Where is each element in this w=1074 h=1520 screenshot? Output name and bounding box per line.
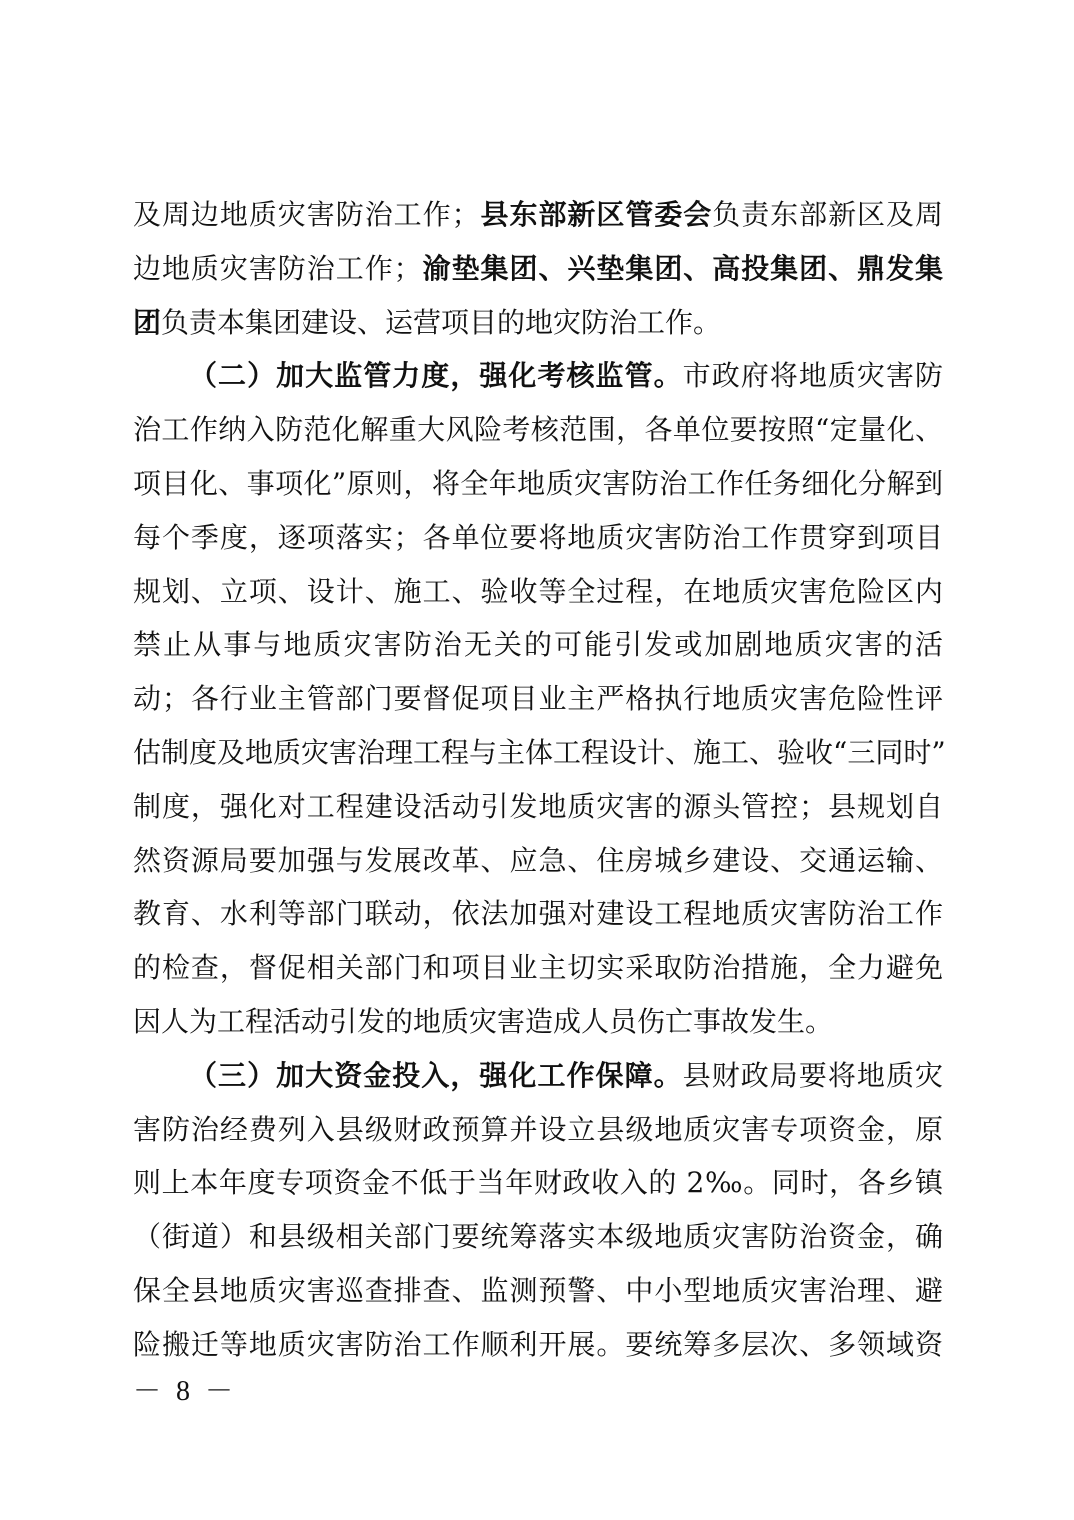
text-line	[133, 780, 943, 834]
text-segment: 边地质灾害防治工作；	[133, 251, 422, 285]
text-segment: 然资源局要加强与发展改革、应急、住房城乡建设、交通运输、	[133, 843, 943, 877]
text-segment: 及周边地质灾害防治工作；	[133, 198, 480, 231]
text-segment: 制度，强化对工程建设活动引发地质灾害的源头管控；县规划自	[133, 789, 943, 823]
text-line	[133, 1318, 943, 1372]
text-line	[133, 887, 943, 941]
text-line	[133, 834, 943, 888]
text-segment: 市政府将地质灾害防	[682, 359, 943, 393]
text-segment: （街道）和县级相关部门要统筹落实本级地质灾害防治资金，确	[133, 1220, 943, 1254]
text-segment: 因人为工程活动引发的地质灾害造成人员伤亡事故发生。	[133, 1004, 834, 1038]
text-line	[133, 511, 943, 565]
text-line	[133, 1049, 943, 1103]
text-line	[133, 565, 943, 619]
text-segment: 禁止从事与地质灾害防治无关的可能引发或加剧地质灾害的活	[133, 628, 943, 662]
text-segment: 动；各行业主管部门要督促项目业主严格执行地质灾害危险性评	[133, 682, 943, 716]
text-segment: 每个季度，逐项落实；各单位要将地质灾害防治工作贯穿到项目	[133, 520, 943, 554]
text-line	[133, 1264, 943, 1318]
text-line	[133, 457, 943, 511]
text-line	[133, 618, 943, 672]
bold-text-segment: （三）加大资金投入，强化工作保障。	[189, 1058, 683, 1092]
text-segment: 保全县地质灾害巡查排查、监测预警、中小型地质灾害治理、避	[133, 1273, 943, 1307]
text-segment: 县财政局要将地质灾	[682, 1058, 943, 1092]
text-line	[133, 1210, 943, 1264]
text-line	[133, 242, 943, 296]
text-line	[133, 403, 943, 457]
text-line	[133, 941, 943, 995]
text-segment: 估制度及地质灾害治理工程与主体工程设计、施工、验收“三同时”	[133, 735, 946, 769]
page-number: － 8 －	[133, 1376, 238, 1407]
text-line	[133, 995, 943, 1049]
text-segment: 险搬迁等地质灾害防治工作顺利开展。要统筹多层次、多领域资	[133, 1327, 943, 1361]
bold-text-segment: 团	[133, 305, 162, 339]
text-line	[133, 726, 946, 780]
bold-text-segment: 渝垫集团、兴垫集团、高投集团、鼎发集	[421, 251, 943, 285]
text-line	[133, 1103, 943, 1157]
text-line	[133, 1156, 943, 1210]
text-segment: 规划、立项、设计、施工、验收等全过程，在地质灾害危险区内	[133, 574, 943, 608]
text-line	[133, 672, 943, 726]
bold-text-segment: （二）加大监管力度，强化考核监管。	[189, 359, 683, 393]
text-segment: 的检查，督促相关部门和项目业主切实采取防治措施，全力避免	[133, 951, 943, 985]
text-segment: 害防治经费列入县级财政预算并设立县级地质灾害专项资金，原	[133, 1112, 943, 1146]
text-line	[133, 349, 943, 403]
text-line	[133, 296, 943, 350]
text-segment: 教育、水利等部门联动，依法加强对建设工程地质灾害防治工作	[133, 897, 943, 931]
text-line	[133, 188, 943, 242]
text-segment: 负责本集团建设、运营项目的地灾防治工作。	[161, 305, 722, 339]
text-segment: 负责东部新区及周	[712, 198, 943, 231]
text-segment: 则上本年度专项资金不低于当年财政收入的 2‰。同时，各乡镇	[133, 1166, 943, 1200]
document-body	[133, 188, 946, 1372]
bold-text-segment: 县东部新区管委会	[479, 198, 713, 231]
text-segment: 项目化、事项化”原则，将全年地质灾害防治工作任务细化分解到	[133, 466, 943, 500]
text-segment: 治工作纳入防范化解重大风险考核范围，各单位要按照“定量化、	[133, 413, 943, 447]
